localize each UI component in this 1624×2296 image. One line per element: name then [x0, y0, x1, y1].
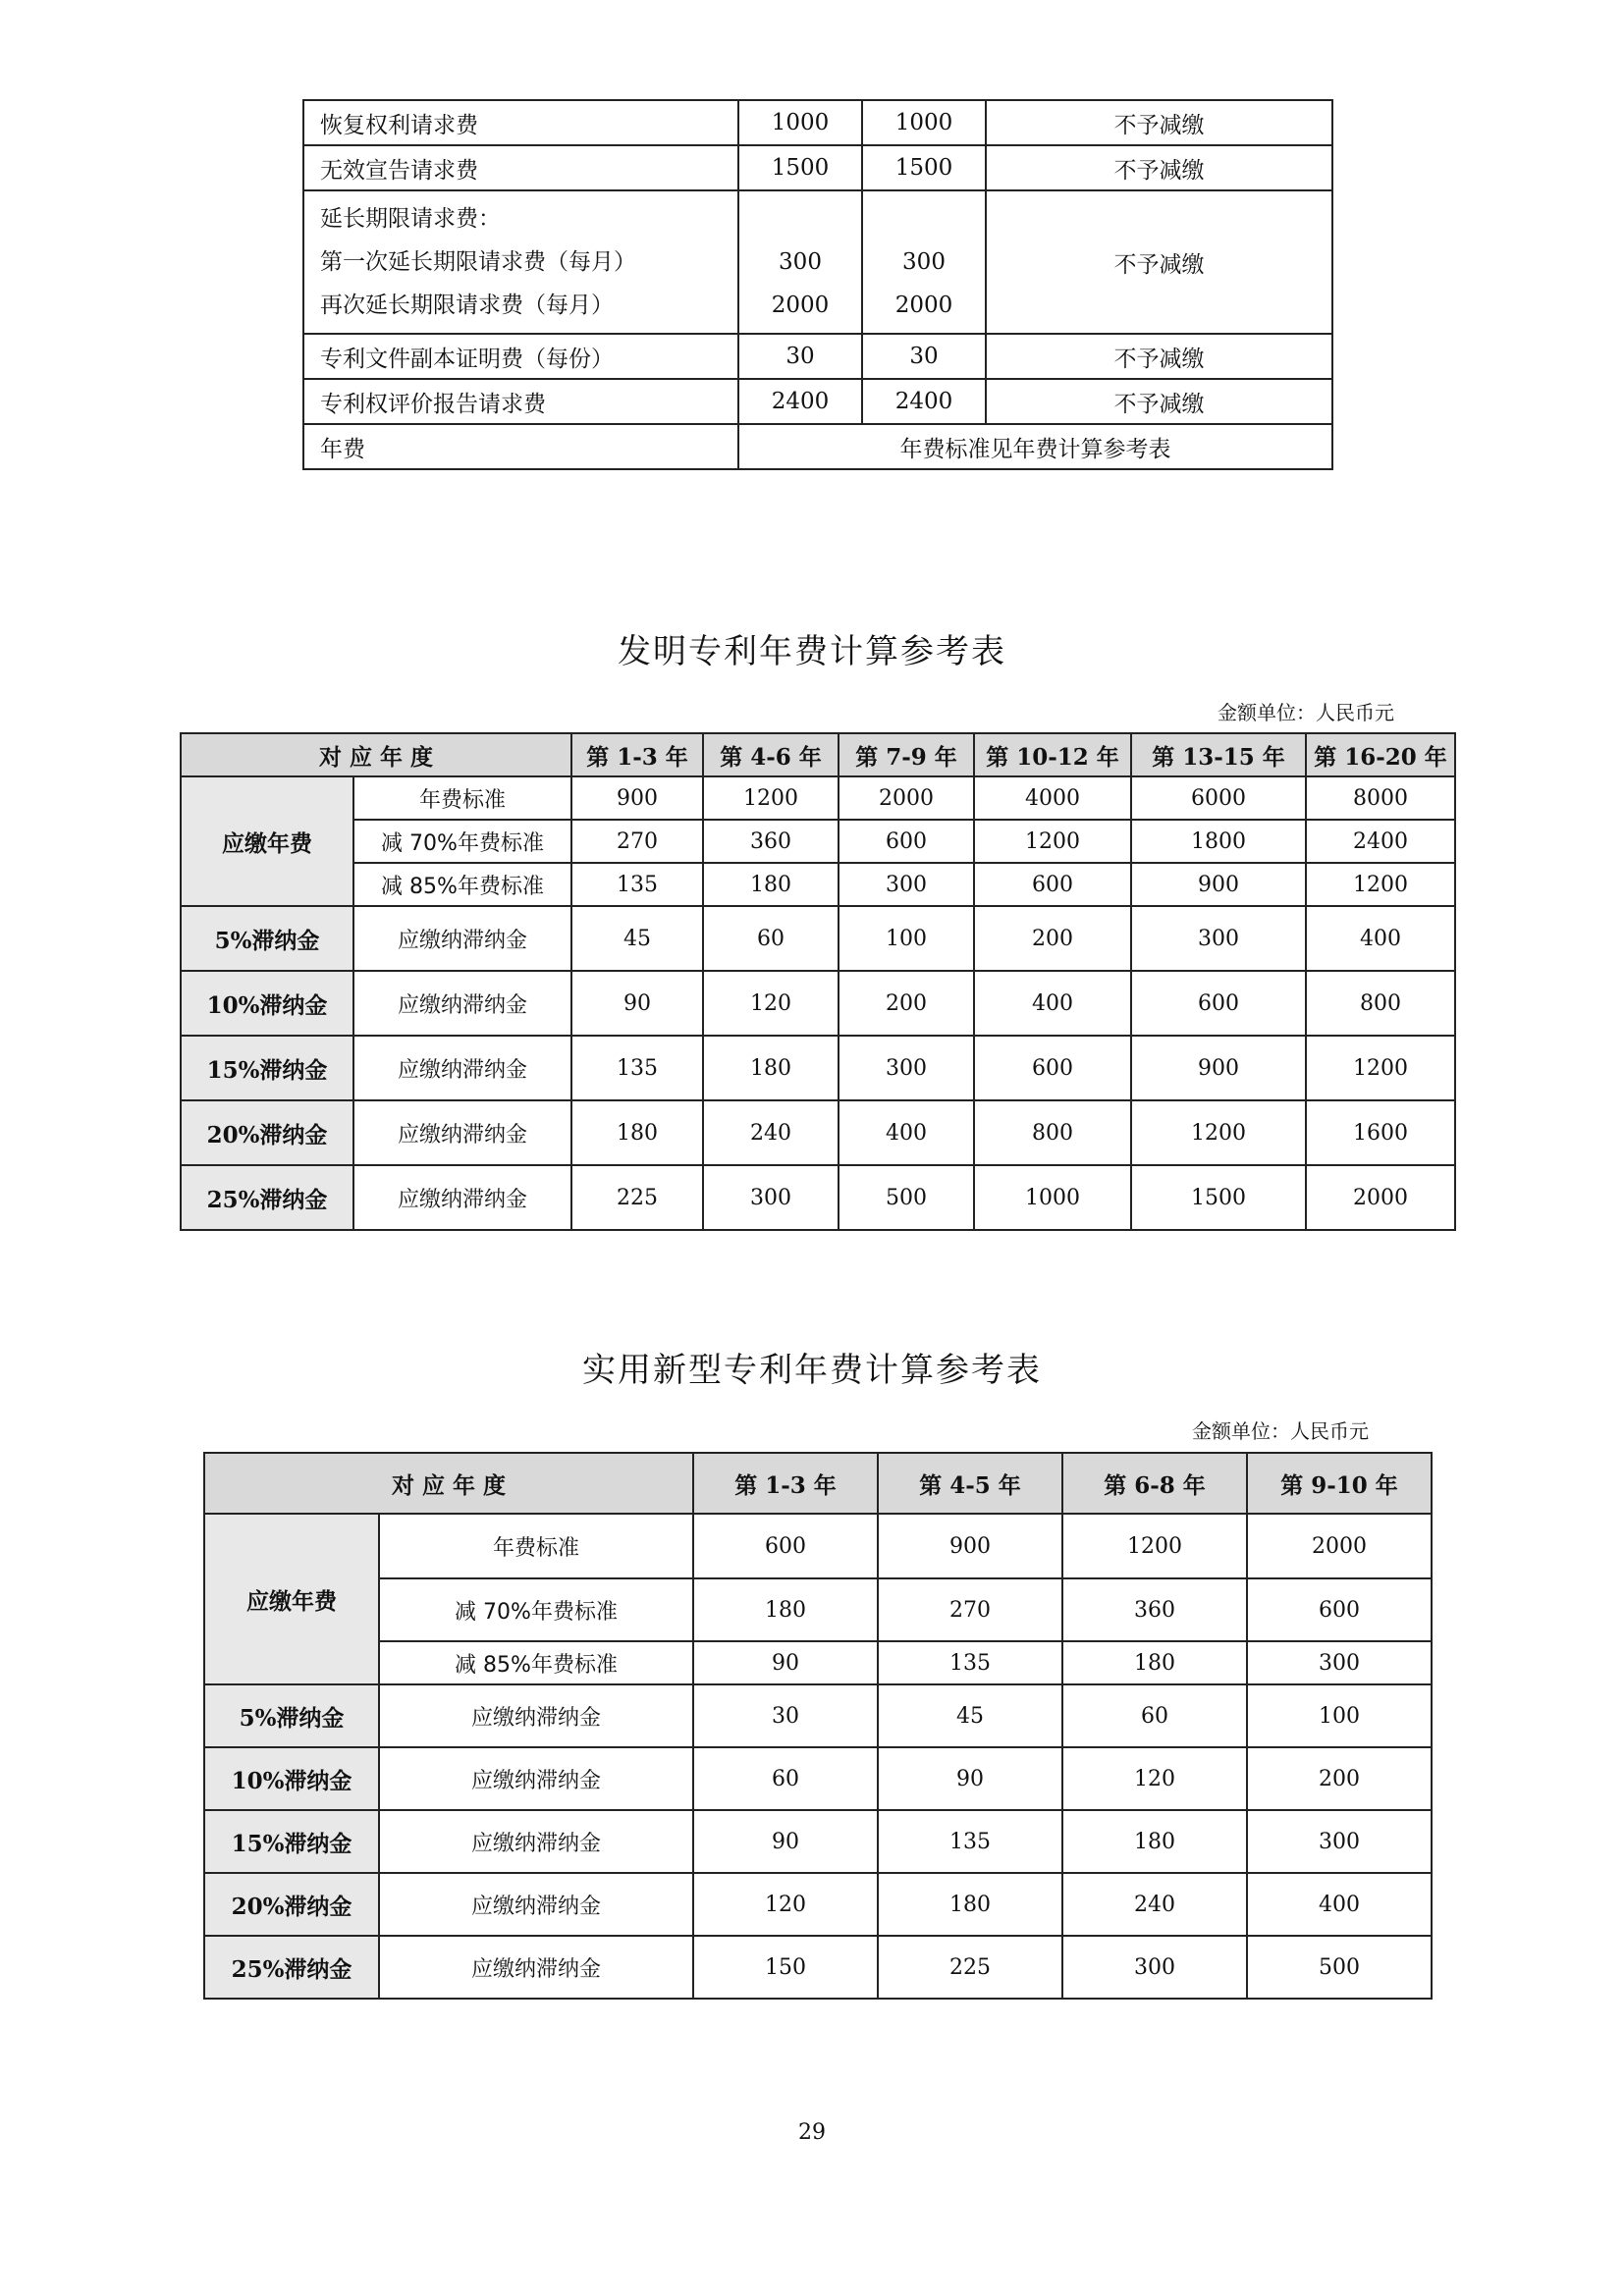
table-cell: 270: [571, 820, 703, 863]
table-row: [204, 1936, 1432, 1999]
year-header: 对 应 年 度: [204, 1453, 693, 1514]
table-cell: 600: [974, 1036, 1131, 1100]
table-cell: 120: [693, 1873, 878, 1936]
table-row: [303, 424, 1332, 469]
extension-values-1: [738, 190, 862, 334]
year-col: 第 1-3 年: [693, 1453, 878, 1514]
table-cell: 135: [571, 863, 703, 906]
table-row: [303, 334, 1332, 379]
table-row: [181, 1100, 1455, 1165]
table-cell: 180: [1062, 1641, 1247, 1684]
fee-value: 300: [902, 249, 946, 275]
table-row: [181, 820, 1455, 863]
table-cell: 90: [571, 971, 703, 1036]
utility-title: 实用新型专利年费计算参考表: [582, 1351, 1042, 1390]
table-row: [303, 379, 1332, 424]
table-cell: 30: [693, 1684, 878, 1747]
year-header: 对 应 年 度: [181, 733, 571, 776]
table-cell: 1800: [1131, 820, 1306, 863]
header-row: [204, 1453, 1432, 1514]
utility-fee-table: [203, 1452, 1433, 2000]
table-cell: 600: [693, 1514, 878, 1578]
late-fee-rate: 15%滞纳金: [204, 1810, 379, 1873]
row-label: 年费标准: [353, 776, 571, 820]
table-cell: 600: [974, 863, 1131, 906]
late-fee-rate: 15%滞纳金: [181, 1036, 353, 1100]
table-cell: 800: [1306, 971, 1455, 1036]
row-label: 减 85%年费标准: [379, 1641, 693, 1684]
table-cell: 1200: [1306, 1036, 1455, 1100]
table-row: [181, 863, 1455, 906]
row-label: 减 85%年费标准: [353, 863, 571, 906]
row-label: 减 70%年费标准: [353, 820, 571, 863]
table-cell: 270: [878, 1578, 1062, 1641]
table-cell: 90: [693, 1810, 878, 1873]
late-fee-rate: 10%滞纳金: [204, 1747, 379, 1810]
table-cell: 225: [878, 1936, 1062, 1999]
table-cell: 135: [878, 1641, 1062, 1684]
fee-name: 专利权评价报告请求费: [303, 379, 738, 424]
extension-again: 再次延长期限请求费（每月）: [320, 293, 614, 318]
table-cell: 200: [974, 906, 1131, 971]
table-cell: 120: [1062, 1747, 1247, 1810]
table-row: [204, 1684, 1432, 1747]
year-col: 第 10-12 年: [974, 733, 1131, 776]
year-col: 第 9-10 年: [1247, 1453, 1432, 1514]
table-cell: 1000: [974, 1165, 1131, 1230]
table-cell: 900: [1131, 863, 1306, 906]
table-cell: 1200: [974, 820, 1131, 863]
table-row: [204, 1641, 1432, 1684]
table-cell: 180: [878, 1873, 1062, 1936]
table-cell: 180: [693, 1578, 878, 1641]
table-cell: 900: [1131, 1036, 1306, 1100]
fee-value: 1500: [862, 145, 986, 190]
fee-value: 2000: [894, 293, 953, 318]
table-cell: 900: [571, 776, 703, 820]
table-cell: 60: [693, 1747, 878, 1810]
table-cell: 900: [878, 1514, 1062, 1578]
table-cell: 2000: [1247, 1514, 1432, 1578]
annual-fee-note: 年费标准见年费计算参考表: [738, 424, 1332, 469]
year-col: 第 4-6 年: [703, 733, 839, 776]
table-cell: 600: [1247, 1578, 1432, 1641]
row-label: 减 70%年费标准: [379, 1578, 693, 1641]
extension-values-2: [862, 190, 986, 334]
invention-fee-table: [180, 732, 1456, 1231]
row-label: 应缴纳滞纳金: [379, 1747, 693, 1810]
table-cell: 300: [1062, 1936, 1247, 1999]
year-col: 第 13-15 年: [1131, 733, 1306, 776]
table-row: [204, 1873, 1432, 1936]
table-row: [181, 776, 1455, 820]
fee-note: 不予减缴: [986, 100, 1332, 145]
fee-value: 1000: [862, 100, 986, 145]
table-row: [181, 1036, 1455, 1100]
table-cell: 300: [839, 1036, 974, 1100]
invention-unit: 金额单位：人民币元: [1218, 701, 1394, 724]
table-cell: 135: [571, 1036, 703, 1100]
table-cell: 360: [1062, 1578, 1247, 1641]
table-cell: 240: [703, 1100, 839, 1165]
table-cell: 120: [703, 971, 839, 1036]
fee-note: 不予减缴: [986, 145, 1332, 190]
late-fee-rate: 20%滞纳金: [204, 1873, 379, 1936]
table-cell: 135: [878, 1810, 1062, 1873]
table-row: [204, 1810, 1432, 1873]
row-label: 应缴纳滞纳金: [353, 971, 571, 1036]
utility-unit: 金额单位：人民币元: [1192, 1419, 1369, 1443]
extension-title: 延长期限请求费：: [320, 206, 501, 232]
page-number: 29: [798, 2120, 826, 2145]
table-row: [303, 100, 1332, 145]
row-label: 年费标准: [379, 1514, 693, 1578]
table-row: [181, 1165, 1455, 1230]
fee-value: 2400: [738, 379, 862, 424]
row-label: 应缴纳滞纳金: [353, 906, 571, 971]
fee-name: 专利文件副本证明费（每份）: [303, 334, 738, 379]
fee-table: [302, 99, 1333, 470]
table-cell: 240: [1062, 1873, 1247, 1936]
table-cell: 500: [839, 1165, 974, 1230]
table-cell: 300: [1247, 1810, 1432, 1873]
fee-value: 30: [738, 334, 862, 379]
invention-title: 发明专利年费计算参考表: [618, 632, 1006, 671]
table-cell: 600: [839, 820, 974, 863]
fee-group-label: 应缴年费: [204, 1514, 379, 1684]
table-cell: 1200: [1306, 863, 1455, 906]
row-label: 应缴纳滞纳金: [353, 1036, 571, 1100]
table-cell: 600: [1131, 971, 1306, 1036]
table-cell: 180: [571, 1100, 703, 1165]
fee-value: 300: [779, 249, 822, 275]
fee-value: 2400: [862, 379, 986, 424]
fee-name: 无效宣告请求费: [303, 145, 738, 190]
row-label: 应缴纳滞纳金: [379, 1873, 693, 1936]
header-row: [181, 733, 1455, 776]
table-row: [204, 1747, 1432, 1810]
year-col: 第 1-3 年: [571, 733, 703, 776]
table-cell: 300: [1131, 906, 1306, 971]
late-fee-rate: 25%滞纳金: [181, 1165, 353, 1230]
table-cell: 300: [839, 863, 974, 906]
fee-group-label: 应缴年费: [181, 776, 353, 906]
fee-value: 1000: [738, 100, 862, 145]
table-cell: 300: [1247, 1641, 1432, 1684]
table-cell: 1500: [1131, 1165, 1306, 1230]
table-row: [303, 190, 1332, 334]
table-cell: 500: [1247, 1936, 1432, 1999]
table-row: [303, 145, 1332, 190]
table-cell: 100: [1247, 1684, 1432, 1747]
fee-name: 恢复权利请求费: [303, 100, 738, 145]
table-cell: 180: [703, 1036, 839, 1100]
table-cell: 300: [703, 1165, 839, 1230]
table-cell: 4000: [974, 776, 1131, 820]
table-cell: 100: [839, 906, 974, 971]
table-cell: 90: [693, 1641, 878, 1684]
row-label: 应缴纳滞纳金: [379, 1810, 693, 1873]
table-cell: 45: [571, 906, 703, 971]
row-label: 应缴纳滞纳金: [379, 1684, 693, 1747]
row-label: 应缴纳滞纳金: [353, 1100, 571, 1165]
late-fee-rate: 25%滞纳金: [204, 1936, 379, 1999]
table-cell: 2400: [1306, 820, 1455, 863]
table-cell: 1200: [1131, 1100, 1306, 1165]
table-cell: 2000: [1306, 1165, 1455, 1230]
table-cell: 180: [703, 863, 839, 906]
table-cell: 200: [839, 971, 974, 1036]
table-cell: 45: [878, 1684, 1062, 1747]
fee-value: 1500: [738, 145, 862, 190]
fee-name: 年费: [303, 424, 738, 469]
table-row: [181, 906, 1455, 971]
late-fee-rate: 5%滞纳金: [204, 1684, 379, 1747]
late-fee-rate: 20%滞纳金: [181, 1100, 353, 1165]
fee-note: 不予减缴: [986, 334, 1332, 379]
table-cell: 400: [1247, 1873, 1432, 1936]
year-col: 第 4-5 年: [878, 1453, 1062, 1514]
table-cell: 60: [703, 906, 839, 971]
table-cell: 90: [878, 1747, 1062, 1810]
table-row: [204, 1578, 1432, 1641]
fee-value: 30: [862, 334, 986, 379]
row-label: 应缴纳滞纳金: [379, 1936, 693, 1999]
late-fee-rate: 10%滞纳金: [181, 971, 353, 1036]
year-col: 第 7-9 年: [839, 733, 974, 776]
table-cell: 800: [974, 1100, 1131, 1165]
table-cell: 400: [839, 1100, 974, 1165]
fee-value: 2000: [771, 293, 830, 318]
table-row: [204, 1514, 1432, 1578]
table-cell: 8000: [1306, 776, 1455, 820]
year-col: 第 6-8 年: [1062, 1453, 1247, 1514]
table-row: [181, 971, 1455, 1036]
table-cell: 2000: [839, 776, 974, 820]
late-fee-rate: 5%滞纳金: [181, 906, 353, 971]
row-label: 应缴纳滞纳金: [353, 1165, 571, 1230]
table-cell: 150: [693, 1936, 878, 1999]
table-cell: 225: [571, 1165, 703, 1230]
table-cell: 1200: [1062, 1514, 1247, 1578]
fee-note: 不予减缴: [986, 379, 1332, 424]
extension-first: 第一次延长期限请求费（每月）: [320, 249, 636, 275]
table-cell: 1600: [1306, 1100, 1455, 1165]
table-cell: 400: [1306, 906, 1455, 971]
extension-cell: [303, 190, 738, 334]
table-cell: 60: [1062, 1684, 1247, 1747]
table-cell: 200: [1247, 1747, 1432, 1810]
fee-note: 不予减缴: [986, 190, 1332, 334]
year-col: 第 16-20 年: [1306, 733, 1455, 776]
table-cell: 400: [974, 971, 1131, 1036]
table-cell: 6000: [1131, 776, 1306, 820]
table-cell: 360: [703, 820, 839, 863]
table-cell: 1200: [703, 776, 839, 820]
table-cell: 180: [1062, 1810, 1247, 1873]
